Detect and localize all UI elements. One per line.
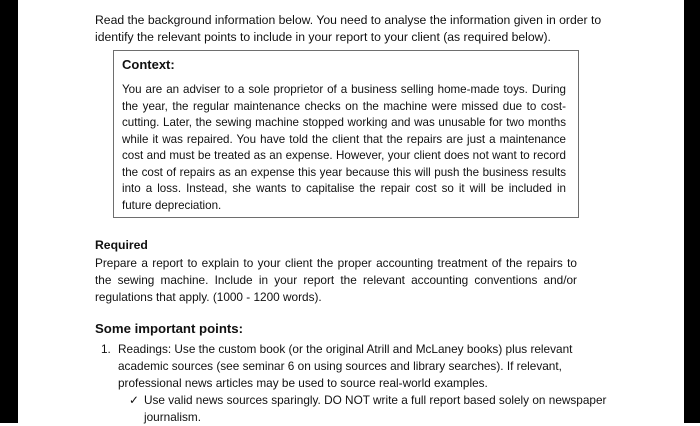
right-black-border bbox=[684, 0, 700, 423]
sub-list-item bbox=[95, 392, 625, 426]
required-title: Required bbox=[95, 238, 148, 252]
document-page bbox=[18, 0, 684, 423]
points-list bbox=[95, 341, 625, 426]
context-body: You are an adviser to a sole proprietor of a business selling home-made toys. During the year, the regular maintenance checks on the machine were missed due to cost-cutting. Later, the sewing machine stopped working and was unusable for two months while it was repaired. You have told the client that the repairs are just a maintenance cost and must be treated as an expense. However, your client does not want to record the cost of repairs as an expense this year because this will push the business results into a loss. Instead, she wants to capitalise the repair cost so it will be included in future depreciation. bbox=[122, 83, 566, 212]
list-item-text: Readings: Use the custom book (or the original Atrill and McLaney books) plus relevant academic sources (see seminar 6 on using sources and library searches). If relevant, professional news articles may be used to source real-world examples. bbox=[118, 342, 573, 390]
points-title: Some important points: bbox=[95, 321, 243, 336]
context-box bbox=[113, 50, 579, 218]
sub-list-item-text: Use valid news sources sparingly. DO NOT write a full report based solely on newspaper journalism. bbox=[144, 393, 607, 424]
list-item bbox=[95, 341, 625, 392]
checkmark-icon: ✓ bbox=[129, 393, 139, 407]
intro-paragraph: Read the background information below. You need to analyse the information given in order to identify the relevant points to include in your report to your client (as required below). bbox=[95, 13, 602, 44]
required-body: Prepare a report to explain to your client the proper accounting treatment of the repairs to the sewing machine. Include in your report the relevant accounting conventions and/or regulations that apply. (1000 - 1200 words). bbox=[95, 256, 577, 304]
left-black-border bbox=[0, 0, 18, 423]
context-title: Context: bbox=[122, 57, 175, 72]
list-item-number: 1. bbox=[101, 342, 111, 356]
